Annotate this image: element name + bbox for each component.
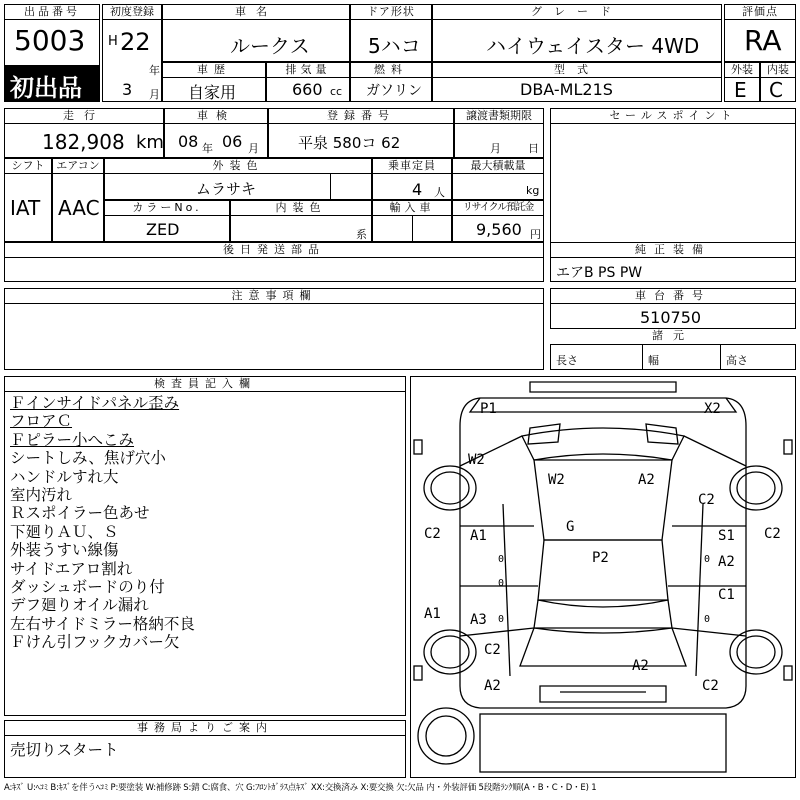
disp-value: 660: [292, 80, 323, 99]
history-label: 車歴: [162, 62, 266, 78]
ext-grade-label: 外装: [724, 62, 760, 78]
shift-label: シフト: [4, 158, 52, 174]
color-divider: [330, 174, 331, 200]
color-value: ムラサキ: [196, 180, 257, 198]
door-type: 5ハコ: [368, 34, 421, 58]
note-6: 室内汚れ: [10, 486, 73, 504]
door-label: ドア形状: [350, 4, 432, 20]
mark-a2-rear: A2: [632, 658, 649, 674]
mark-w2-cabin: W2: [548, 472, 565, 488]
transfer-day: 日: [528, 142, 539, 155]
recycle-value: 9,560: [476, 220, 522, 239]
later-parts-label: 後日発送部品: [4, 242, 544, 258]
mark-a1-left: A1: [470, 528, 487, 544]
mark-c2-left: C2: [424, 526, 441, 542]
import-label: 輸入車: [372, 200, 452, 216]
note-12: デフ廻りオイル漏れ: [10, 596, 149, 615]
dims-height: 高さ: [726, 354, 748, 367]
transfer-month: 月: [490, 142, 501, 155]
mark-g: G: [566, 519, 575, 535]
diagram-marks: [424, 401, 781, 694]
import-divider: [412, 216, 413, 242]
note-3: Ｆピラー小へこみ: [10, 430, 135, 449]
inspect-month: 06: [222, 132, 243, 151]
grade-label: グレード: [432, 4, 722, 20]
equip-value: エアB PS PW: [556, 265, 643, 281]
inspect-label: 車検: [164, 108, 268, 124]
reg-era: H: [108, 34, 118, 49]
inspect-month-unit: 月: [248, 142, 259, 155]
note-5: ハンドルすれ大: [10, 467, 119, 486]
mark-a1-rear-left: A1: [424, 606, 441, 622]
model-label: 型式: [432, 62, 722, 78]
plate-label: 登録番号: [268, 108, 454, 124]
mark-c2-right: C2: [698, 492, 715, 508]
equip-label: 純正装備: [550, 242, 796, 258]
int-color-label: 内装色: [230, 200, 372, 216]
disp-label: 排気量: [266, 62, 350, 78]
note-4: シートしみ、焦げ穴小: [10, 449, 166, 468]
mark-p2: P2: [592, 550, 609, 566]
lot-label: 出品番号: [4, 4, 100, 20]
mark-p1: P1: [480, 401, 497, 417]
left-mirror: [414, 440, 422, 454]
note-2: フロアＣ: [10, 412, 73, 431]
shift-value: IAT: [10, 196, 41, 220]
int-grade: C: [769, 78, 783, 102]
mileage-unit: km: [136, 132, 164, 153]
front-bumper: [530, 382, 676, 392]
dims-length: 長さ: [556, 354, 578, 367]
reg-month-unit: 月: [149, 88, 160, 101]
note-8: 下廻りＡＵ、Ｓ: [10, 522, 119, 541]
plate-value: 平泉 580コ 62: [298, 134, 401, 152]
transfer-label: 譲渡書類期限: [454, 108, 544, 124]
mark-c2-far-right: C2: [764, 526, 781, 542]
inspector-label: 検査員記入欄: [4, 376, 406, 392]
int-grade-label: 内装: [760, 62, 796, 78]
inspect-year-unit: 年: [202, 142, 213, 155]
office-text: 売切りスタート: [10, 741, 119, 759]
ac-value: AAC: [58, 196, 100, 220]
note-14: Ｆけん引フックカバー欠: [10, 633, 180, 652]
color-no-value: ZED: [146, 220, 180, 239]
office-label: 事務局よりご案内: [4, 720, 406, 736]
color-no-label: カラーNo.: [104, 200, 230, 216]
score-label: 評価点: [724, 4, 796, 20]
mark-x2: X2: [704, 401, 721, 417]
grade-value: ハイウェイスター 4WD: [486, 34, 700, 58]
chassis-value: 510750: [640, 308, 702, 327]
mileage-label: 走行: [4, 108, 164, 124]
note-1: Ｆインサイドパネル歪み: [10, 394, 180, 412]
dims-label: 諸元: [550, 329, 796, 345]
first-listing-label: 初出品: [10, 74, 82, 102]
capacity-label: 乗車定員: [372, 158, 452, 174]
color-label: 外装色: [104, 158, 372, 174]
mark-zero-3: 0: [498, 614, 505, 625]
ac-label: エアコン: [52, 158, 104, 174]
mark-a2-right: A2: [718, 554, 735, 570]
note-10: サイドエアロ割れ: [10, 559, 133, 578]
mark-s1: S1: [718, 528, 735, 544]
note-7: Ｒスポイラー色あせ: [10, 504, 150, 523]
note-9: 外装うすい線傷: [10, 541, 119, 560]
note-11: ダッシュボードのり付: [10, 578, 165, 596]
history-value: 自家用: [188, 83, 237, 102]
mark-zero-1: 0: [498, 554, 505, 565]
caution-label: 注意事項欄: [4, 288, 544, 304]
disp-unit: cc: [330, 85, 343, 98]
load-unit: kg: [526, 184, 540, 197]
dims-divider-2: [720, 345, 721, 370]
reg-label: 初度登録: [102, 4, 162, 20]
underbody: [480, 714, 726, 772]
recycle-label: リサイクル預託金: [452, 200, 544, 216]
reg-year: 22: [120, 28, 151, 56]
inspect-year: 08: [178, 132, 199, 151]
dims-width: 幅: [648, 354, 659, 367]
dims-divider-1: [642, 345, 643, 370]
name-label: 車名: [162, 4, 350, 20]
windshield: [522, 428, 684, 460]
note-13: 左右サイドミラー格納不良: [10, 614, 195, 633]
mark-a3: A3: [470, 612, 487, 628]
reg-year-unit: 年: [149, 64, 160, 77]
int-color-unit: 系: [356, 228, 367, 241]
recycle-unit: 円: [530, 228, 541, 241]
fuel-value: ガソリン: [366, 83, 422, 99]
fuel-label: 燃料: [350, 62, 432, 78]
rear-bumper: [540, 686, 666, 702]
mark-zero-5: 0: [498, 578, 505, 589]
lot-number: 5003: [14, 24, 86, 57]
mileage-value: 182,908: [42, 130, 125, 154]
ext-grade: E: [734, 78, 747, 102]
sales-point-label: セールスポイント: [550, 108, 796, 124]
mark-w2-left: W2: [468, 452, 485, 468]
mark-zero-2: 0: [704, 554, 711, 565]
mark-a2-rear-left: A2: [484, 678, 501, 694]
model-value: DBA-ML21S: [520, 80, 613, 99]
mark-zero-4: 0: [704, 614, 711, 625]
reg-month: 3: [122, 80, 133, 99]
capacity-unit: 人: [434, 186, 445, 199]
car-diagram: [410, 376, 796, 778]
damage-legend: A:ｷｽﾞ U:ﾍｺﾐ B:ｷｽﾞを伴うﾍｺﾐ P:要塗装 W:補修跡 S:錆 C:腐食、穴 G:ﾌﾛﾝﾄｶﾞﾗｽ点ｷｽﾞ XX:交換済み X:要交換 欠:欠品 内・外装評価 5段階ﾗﾝｸ順(A・B・C・D・E) 1: [4, 783, 597, 793]
chassis-label: 車台番号: [550, 288, 796, 304]
mark-c1: C1: [718, 587, 735, 603]
mark-c2-rear-right: C2: [702, 678, 719, 694]
mark-a2-cabin: A2: [638, 472, 655, 488]
right-mirror: [784, 440, 792, 454]
capacity-value: 4: [412, 180, 423, 199]
car-name: ルークス: [230, 34, 310, 58]
load-label: 最大積載量: [452, 158, 544, 174]
mark-c2-rear-left: C2: [484, 642, 501, 658]
score-value: RA: [744, 24, 782, 57]
